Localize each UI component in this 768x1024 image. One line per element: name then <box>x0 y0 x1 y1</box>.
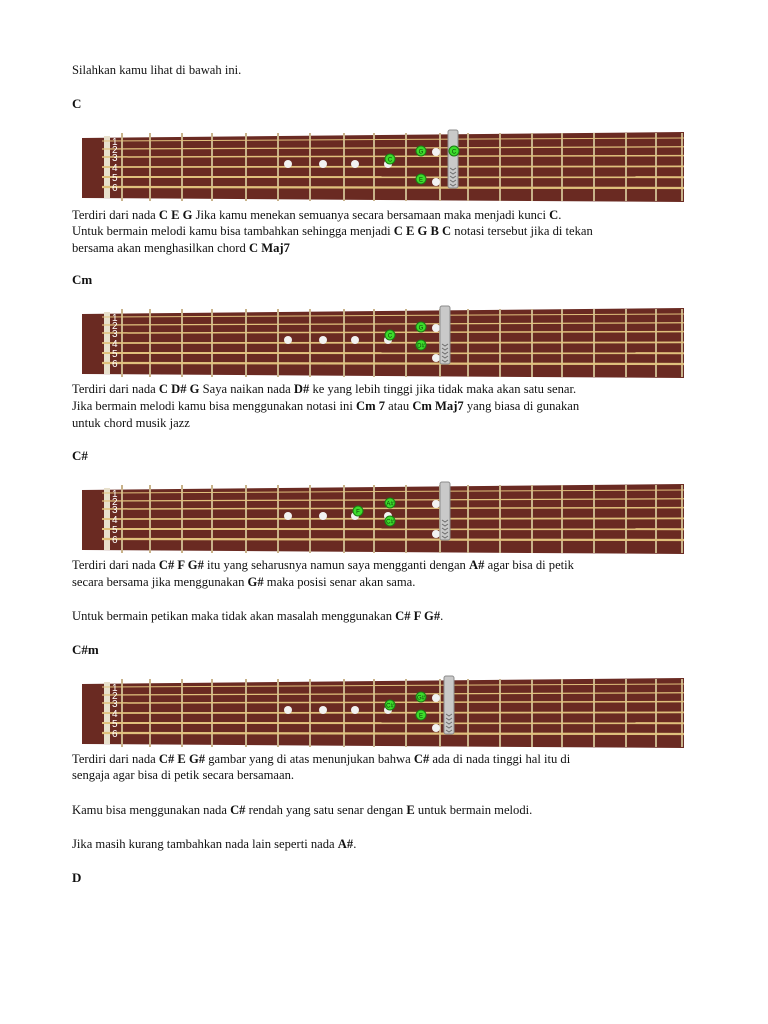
text-run: untuk bermain melodi. <box>414 803 533 817</box>
text-run: Untuk bermain petikan maka tidak akan masalah menggunakan <box>72 609 396 623</box>
guitar-string <box>102 342 684 343</box>
note-names: C# F G# <box>395 609 441 623</box>
guitar-string <box>102 187 684 188</box>
paragraph-line <box>72 240 712 257</box>
chord-note-label: E <box>418 177 424 184</box>
text-run: Terdiri dari nada <box>72 752 159 766</box>
chord-note-label: G# <box>416 695 426 702</box>
paragraph-line <box>72 381 712 398</box>
chord-note-label: C# <box>386 519 394 526</box>
note-names: C# <box>413 752 430 766</box>
text-run: ke yang lebih tinggi jika tidak maka akan satu senar. <box>309 382 577 396</box>
text-run: Kamu bisa menggunakan nada <box>72 803 231 817</box>
note-names: C# E G# <box>158 752 206 766</box>
capo <box>444 676 454 734</box>
fret-marker <box>284 336 292 344</box>
fretboard-diagram <box>82 676 684 750</box>
note-names: C <box>549 208 559 222</box>
note-names: C# F G# <box>158 558 204 572</box>
text-run: . <box>440 609 444 623</box>
capo <box>440 482 450 540</box>
text-run: Saya naikan nada <box>199 382 294 396</box>
capo <box>448 130 458 188</box>
paragraph-line <box>72 767 712 784</box>
string-number: 5 <box>112 349 118 360</box>
paragraph-line <box>72 836 712 853</box>
fret-marker <box>284 160 292 168</box>
string-number: 1 <box>112 137 118 148</box>
string-number: 3 <box>112 505 118 516</box>
chord-note-label: E <box>418 713 424 720</box>
capo <box>440 306 450 364</box>
chord-note-label: D# <box>417 343 425 350</box>
note-names: C E G <box>158 208 193 222</box>
text-run: sengaja agar bisa di petik secara bersamaan. <box>72 768 295 782</box>
chord-heading: C# <box>72 448 88 463</box>
paragraph-line <box>72 574 712 591</box>
paragraph-line <box>72 557 712 574</box>
fret-marker <box>351 706 359 714</box>
chord-note-label: C <box>387 157 393 164</box>
note-names: E <box>406 803 415 817</box>
string-number: 3 <box>112 699 118 710</box>
fret-marker <box>319 706 327 714</box>
string-number: 6 <box>112 359 118 370</box>
string-number: 2 <box>112 145 118 156</box>
fret-marker <box>432 148 440 156</box>
chord-heading: C <box>72 96 82 111</box>
text-run: Jika bermain melodi kamu bisa menggunakan notasi ini <box>72 399 356 413</box>
string-number: 2 <box>112 691 118 702</box>
note-names: A# <box>337 837 354 851</box>
intro-text: Silahkan kamu lihat di bawah ini. <box>72 63 242 77</box>
text-run: . <box>353 837 357 851</box>
fret-marker <box>319 160 327 168</box>
text-run: Terdiri dari nada <box>72 208 159 222</box>
fret-marker <box>351 160 359 168</box>
text-run: Jika masih kurang tambahkan nada lain seperti nada <box>72 837 338 851</box>
fret-marker <box>351 336 359 344</box>
fret-marker <box>432 354 440 362</box>
text-run: ada di nada tinggi hal itu di <box>429 752 571 766</box>
text-run: bersama akan menghasilkan chord <box>72 241 249 255</box>
note-names: C# <box>230 803 246 817</box>
string-number: 2 <box>112 497 118 508</box>
text-run: atau <box>385 399 413 413</box>
string-number: 5 <box>112 173 118 184</box>
text-run: Untuk bermain melodi kamu bisa tambahkan sehingga menjadi <box>72 224 394 238</box>
fret-marker <box>432 724 440 732</box>
chord-note-label: G <box>418 149 424 156</box>
string-number: 4 <box>112 515 118 526</box>
paragraph-line <box>72 751 712 768</box>
note-names: D# <box>293 382 310 396</box>
string-number: 1 <box>112 489 118 500</box>
paragraph-line <box>72 415 712 432</box>
note-names: Cm Maj7 <box>412 399 464 413</box>
text-run: itu yang seharusnya namun saya mengganti dengan <box>203 558 470 572</box>
chord-note-label: F <box>356 509 360 516</box>
string-number: 6 <box>112 535 118 546</box>
text-run: gambar yang di atas menunjukan bahwa <box>205 752 414 766</box>
note-names: A# <box>469 558 485 572</box>
paragraph-line <box>72 802 712 819</box>
note-names: C Maj7 <box>248 241 290 255</box>
string-number: 3 <box>112 329 118 340</box>
chord-note-label: C <box>387 333 393 340</box>
string-number: 6 <box>112 729 118 740</box>
guitar-string <box>102 166 684 167</box>
string-number: 4 <box>112 163 118 174</box>
fret-marker <box>319 336 327 344</box>
chord-note-label: C <box>451 149 457 156</box>
guitar-string <box>102 539 684 540</box>
chord-note-label: C# <box>386 703 394 710</box>
text-run: maka posisi senar akan sama. <box>263 575 416 589</box>
chord-heading: Cm <box>72 272 93 287</box>
chord-note-label: A# <box>386 501 394 508</box>
paragraph-line <box>72 223 712 240</box>
note-names: G# <box>247 575 264 589</box>
text-run: secara bersama jika menggunakan <box>72 575 248 589</box>
string-number: 5 <box>112 525 118 536</box>
fret-marker <box>432 530 440 538</box>
chord-heading: D <box>72 870 82 885</box>
fret-marker <box>284 512 292 520</box>
fret-marker <box>284 706 292 714</box>
fret-marker <box>432 500 440 508</box>
paragraph-line <box>72 608 712 625</box>
fret-marker <box>432 178 440 186</box>
chord-note-label: G <box>418 325 424 332</box>
fret-marker <box>432 694 440 702</box>
string-number: 1 <box>112 683 118 694</box>
text-run: Terdiri dari nada <box>72 382 159 396</box>
text-run: notasi tersebut jika di tekan <box>451 224 593 238</box>
note-names: Cm 7 <box>356 399 386 413</box>
text-run: . <box>558 208 562 222</box>
fret-marker <box>319 512 327 520</box>
string-number: 6 <box>112 183 118 194</box>
paragraph-line <box>72 207 712 224</box>
note-names: C D# G <box>158 382 200 396</box>
string-number: 2 <box>112 321 118 332</box>
text-run: untuk chord musik jazz <box>72 416 190 430</box>
string-number: 4 <box>112 339 118 350</box>
guitar-string <box>102 363 684 364</box>
fret-marker <box>432 324 440 332</box>
guitar-string <box>102 712 684 713</box>
string-number: 3 <box>112 153 118 164</box>
fretboard-diagram <box>82 306 684 380</box>
string-number: 4 <box>112 709 118 720</box>
text-run: rendah yang satu senar dengan <box>245 803 407 817</box>
fretboard-diagram <box>82 482 684 556</box>
chord-heading: C#m <box>72 642 99 657</box>
note-names: C E G B C <box>393 224 452 238</box>
paragraph-line <box>72 398 712 415</box>
text-run: agar bisa di petik <box>484 558 574 572</box>
guitar-string <box>102 733 684 734</box>
text-run: Terdiri dari nada <box>72 558 159 572</box>
text-run: Jika kamu menekan semuanya secara bersamaan maka menjadi kunci <box>192 208 550 222</box>
text-run: yang biasa di gunakan <box>463 399 580 413</box>
string-number: 5 <box>112 719 118 730</box>
string-number: 1 <box>112 313 118 324</box>
fretboard-diagram <box>82 130 684 204</box>
